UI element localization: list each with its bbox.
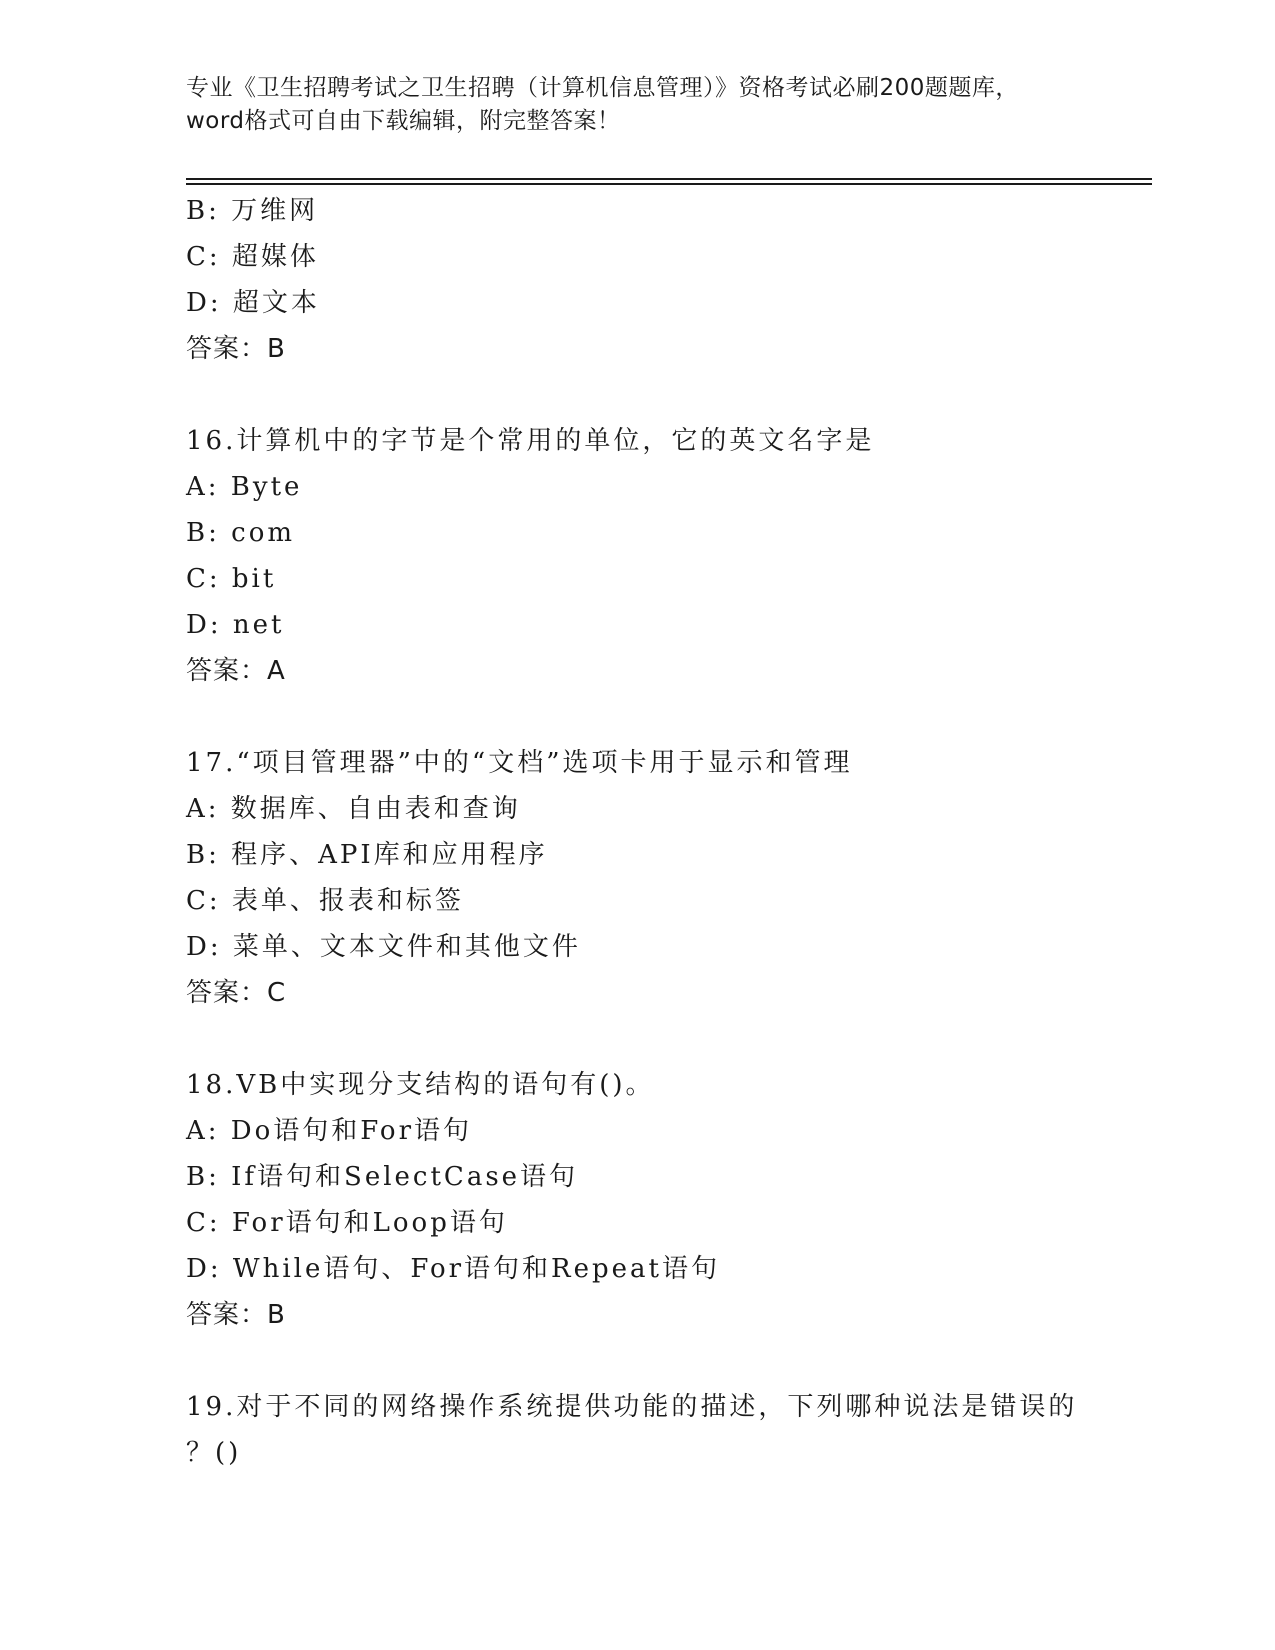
document-header <box>186 72 1086 138</box>
header-title-line-2: word格式可自由下载编辑，附完整答案！ <box>186 108 621 134</box>
question-text: 18.VB中实现分支结构的语句有()。 <box>186 1070 655 1100</box>
answer-line: 答案：C <box>186 978 287 1008</box>
header-divider-bottom <box>186 183 1152 185</box>
question-block-17 <box>186 740 1152 1016</box>
option-d: D: 菜单、文本文件和其他文件 <box>186 932 581 962</box>
option-c: C: bit <box>186 564 277 594</box>
option-b: B: com <box>186 518 295 548</box>
question-block-15 <box>186 188 1152 372</box>
question-text: 17.“项目管理器”中的“文档”选项卡用于显示和管理 <box>186 748 853 778</box>
option-c: C: 表单、报表和标签 <box>186 886 464 916</box>
spacer <box>186 372 1152 418</box>
option-c: C: For语句和Loop语句 <box>186 1208 508 1238</box>
option-d: D: net <box>186 610 285 640</box>
question-block-18 <box>186 1062 1152 1338</box>
question-text-line-2: ？() <box>186 1438 242 1468</box>
option-a: A: 数据库、自由表和查询 <box>186 794 521 824</box>
question-text-line-1: 19.对于不同的网络操作系统提供功能的描述，下列哪种说法是错误的 <box>186 1392 1078 1422</box>
option-d: D: While语句、For语句和Repeat语句 <box>186 1254 720 1284</box>
option-a: A: Do语句和For语句 <box>186 1116 473 1146</box>
option-b: B: 程序、API库和应用程序 <box>186 840 548 870</box>
answer-line: 答案：B <box>186 1300 286 1330</box>
question-block-16 <box>186 418 1152 694</box>
option-b: B: 万维网 <box>186 196 319 226</box>
answer-line: 答案：B <box>186 334 286 364</box>
question-text: 16.计算机中的字节是个常用的单位，它的英文名字是 <box>186 426 875 456</box>
header-divider-top <box>186 178 1152 180</box>
spacer <box>186 694 1152 740</box>
option-d: D: 超文本 <box>186 288 320 318</box>
spacer <box>186 1338 1152 1384</box>
option-a: A: Byte <box>186 472 303 502</box>
answer-line: 答案：A <box>186 656 286 686</box>
header-title-line-1: 专业《卫生招聘考试之卫生招聘（计算机信息管理）》资格考试必刷200题题库， <box>186 75 1019 101</box>
question-list <box>186 188 1152 1476</box>
question-block-19 <box>186 1384 1152 1476</box>
spacer <box>186 1016 1152 1062</box>
option-c: C: 超媒体 <box>186 242 319 272</box>
option-b: B: If语句和SelectCase语句 <box>186 1162 579 1192</box>
